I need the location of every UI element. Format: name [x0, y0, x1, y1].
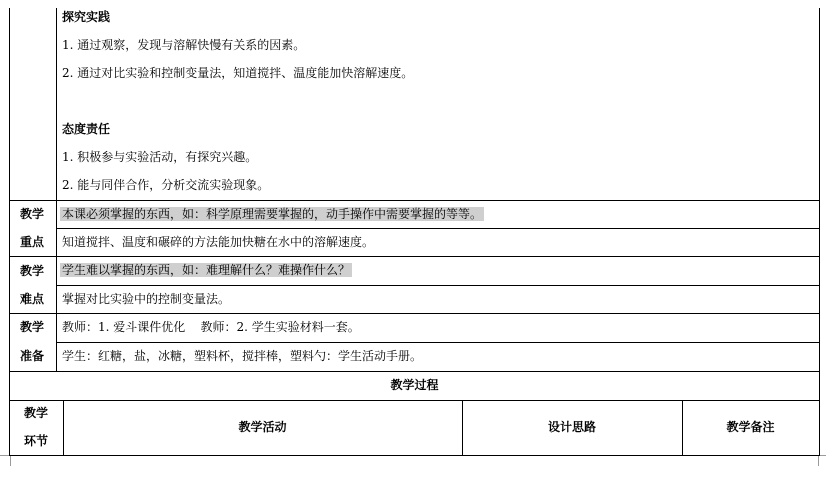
- difficult-highlight: 学生难以掌握的东西，如：难理解什么？难操作什么？: [62, 263, 351, 277]
- process-col-notes: 教学备注: [726, 420, 775, 434]
- rule-keypoint-mid: [56, 228, 820, 229]
- page-corner-bottom-left: [0, 455, 11, 466]
- process-col-activity: 教学活动: [238, 420, 287, 434]
- attitude-title: 态度责任: [62, 122, 111, 136]
- rule-objectives-bottom: [9, 200, 820, 201]
- difficult-label-top: 教学: [20, 264, 45, 278]
- inquiry-item-1: 1. 通过观察，发现与溶解快慢有关系的因素。: [62, 38, 306, 52]
- difficult-row-2: 掌握对比实验中的控制变量法。: [62, 292, 231, 306]
- keypoints-row-2: 知道搅拌、温度和碾碎的方法能加快糖在水中的溶解速度。: [62, 235, 375, 249]
- page-corner-bottom-right: [818, 455, 826, 466]
- process-col-stage-bottom: 环节: [23, 434, 48, 448]
- difficult-label-bottom: 难点: [20, 292, 45, 306]
- keypoints-label-bottom: 重点: [20, 235, 45, 249]
- rule-prep-bottom: [9, 371, 820, 372]
- keypoints-highlight: 本课必须掌握的东西，如：科学原理需要掌握的，动手操作中需要掌握的等等。: [62, 207, 483, 221]
- process-col-design: 设计思路: [547, 420, 596, 434]
- prep-label-bottom: 准备: [20, 349, 45, 363]
- process-title: 教学过程: [390, 378, 439, 392]
- attitude-item-2: 2. 能与同伴合作，分析交流实验现象。: [62, 178, 270, 192]
- keypoints-label-top: 教学: [20, 207, 45, 221]
- difficult-row-1: [60, 263, 352, 277]
- prep-row-2: 学生：红糖，盐，冰糖，塑料杯，搅拌棒，塑料勺：学生活动手册。: [62, 349, 423, 363]
- keypoints-row-1: [60, 207, 484, 221]
- process-col-stage-top: 教学: [23, 406, 48, 420]
- rule-difficult-mid: [56, 285, 820, 286]
- prep-row-1: 教师：1. 爱斗课件优化 教师：2. 学生实验材料一套。: [62, 320, 360, 334]
- inquiry-item-2: 2. 通过对比实验和控制变量法，知道搅拌、温度能加快溶解速度。: [62, 66, 414, 80]
- prep-label-top: 教学: [20, 320, 45, 334]
- rule-keypoint-bottom: [9, 256, 820, 257]
- rule-difficult-bottom: [9, 313, 820, 314]
- inquiry-title: 探究实践: [62, 10, 111, 24]
- attitude-item-1: 1. 积极参与实验活动，有探究兴趣。: [62, 150, 258, 164]
- rule-process-title-bottom: [9, 400, 820, 401]
- rule-prep-mid: [56, 342, 820, 343]
- table-border-bottom: [9, 455, 820, 456]
- label-column-divider: [56, 8, 57, 372]
